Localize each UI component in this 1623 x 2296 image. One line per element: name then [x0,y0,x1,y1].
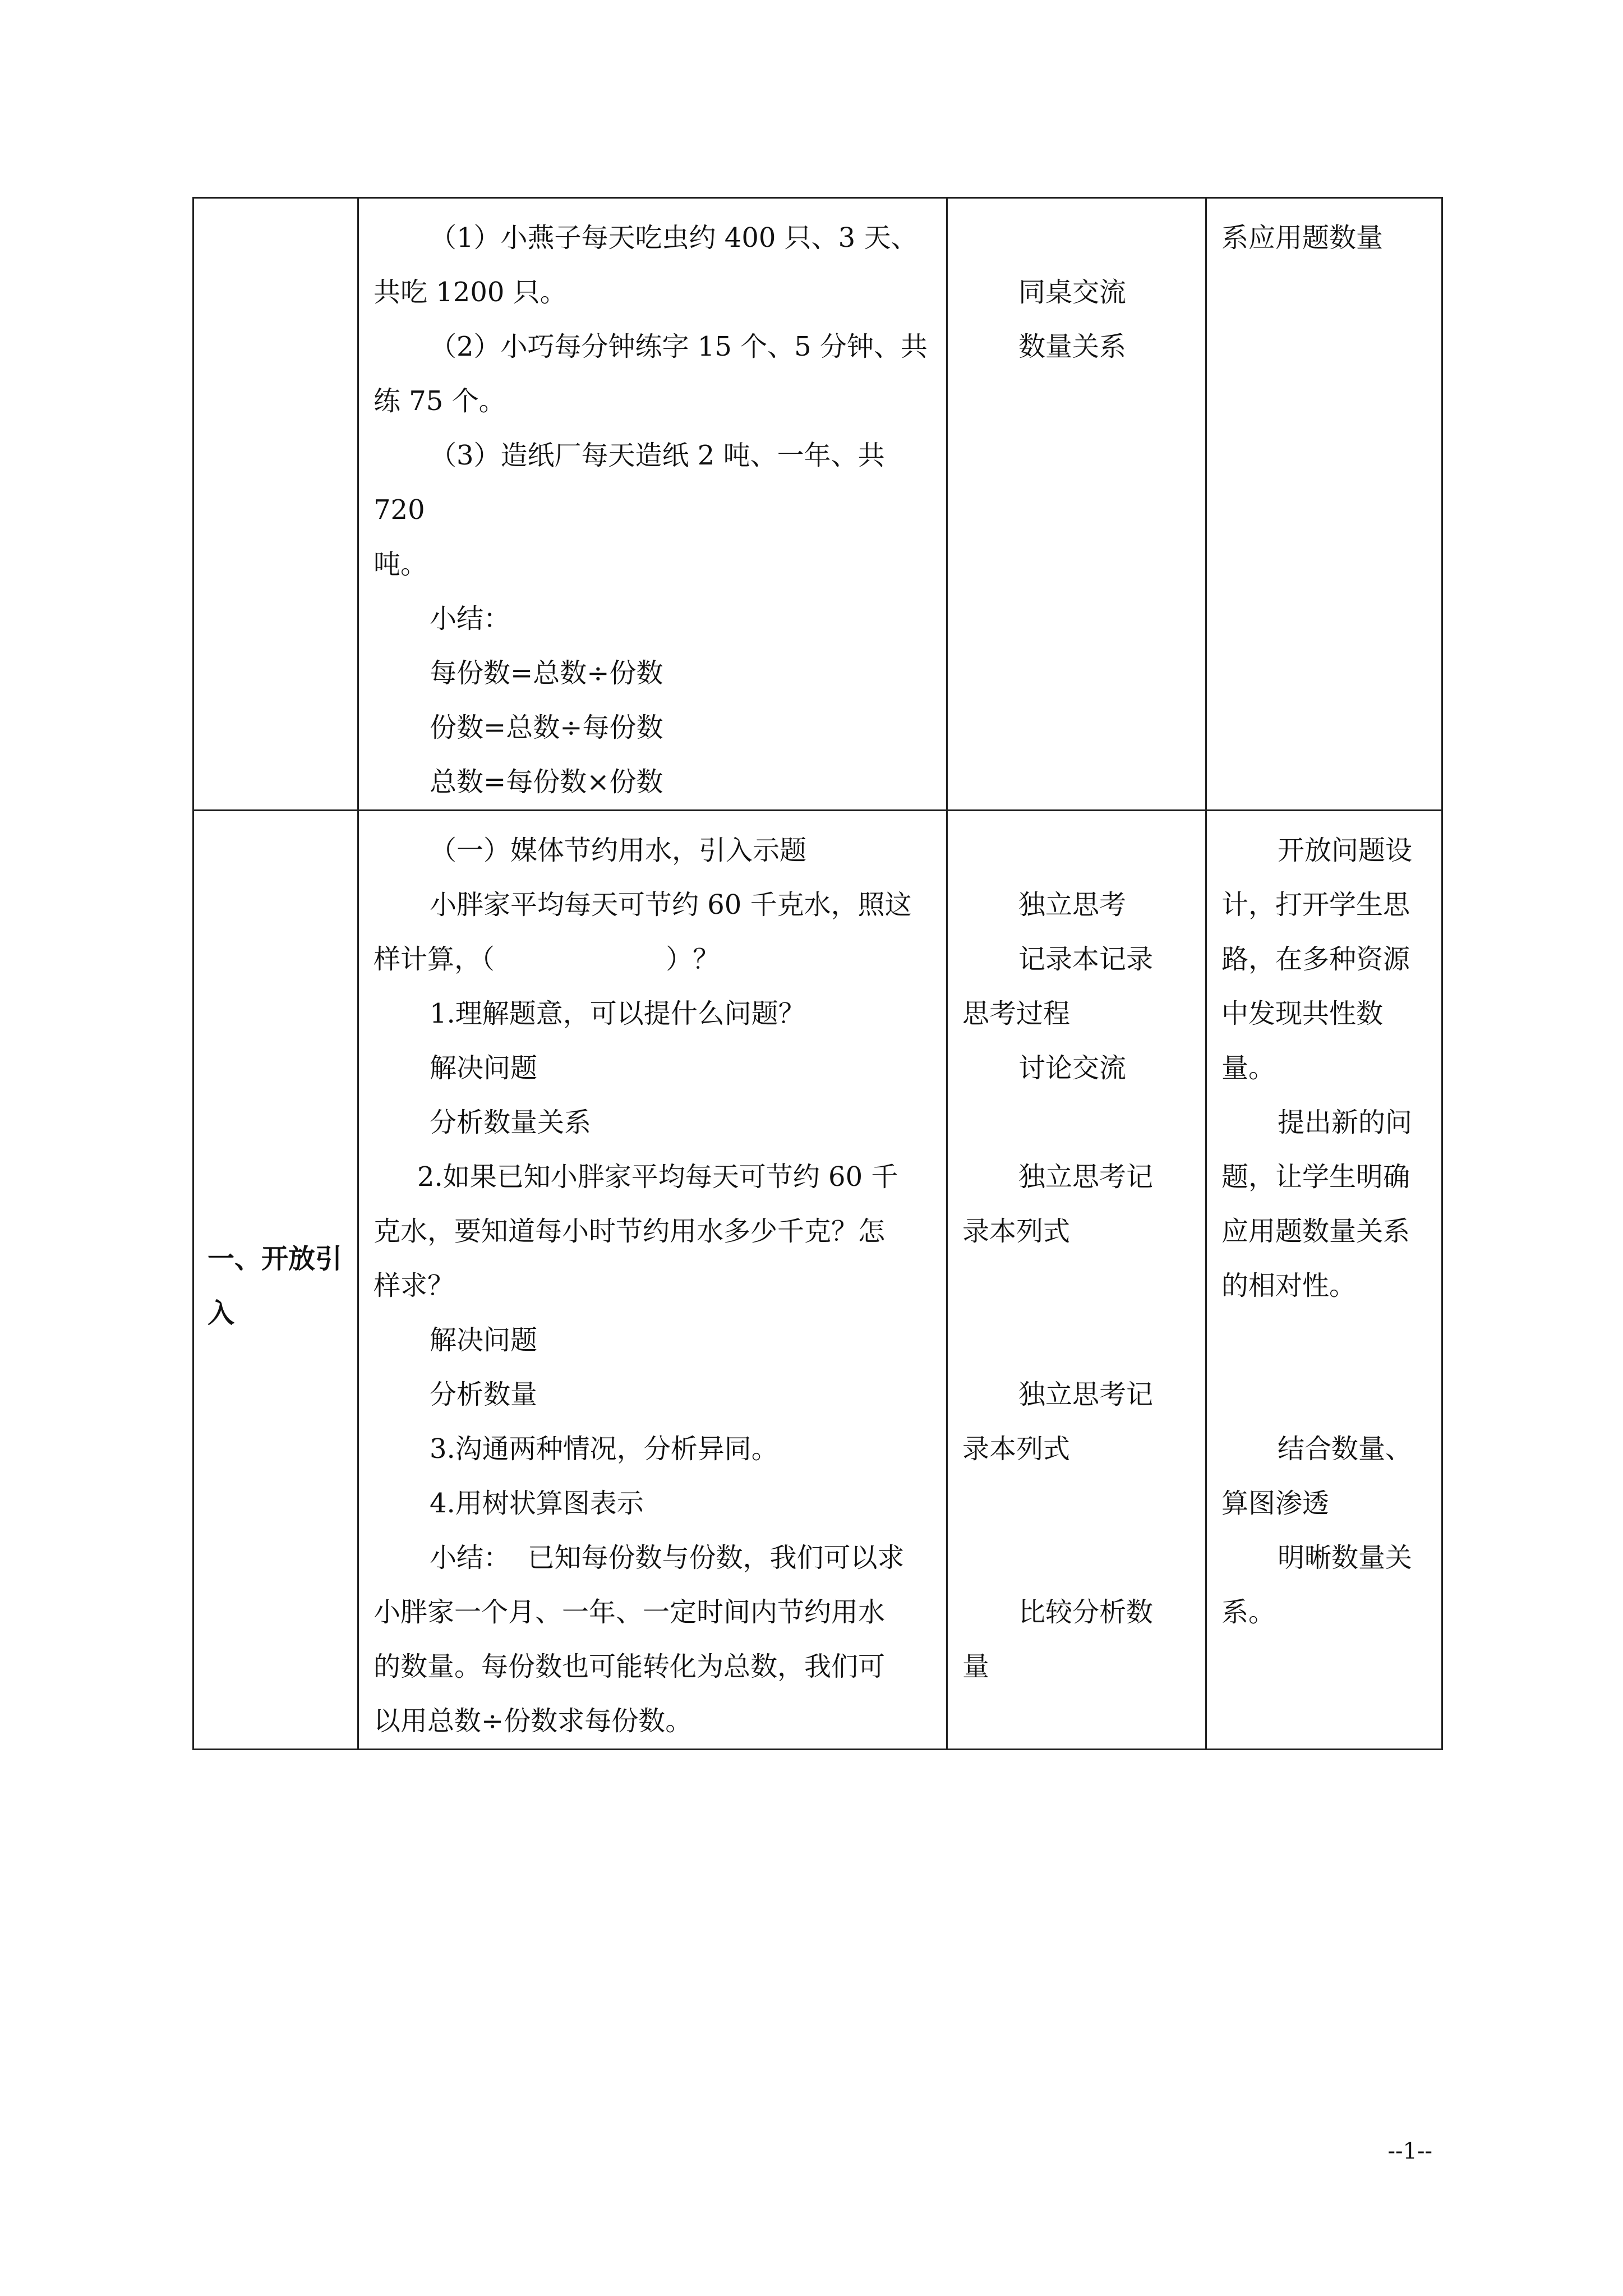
design-line: 系。 [1221,1596,1276,1628]
content-line: 3.沟通两种情况，分析异同。 [430,1433,778,1465]
design-intent-cell [1206,198,1442,811]
content-line: 吨。 [374,549,428,580]
activity-line: 同桌交流 [1018,277,1127,308]
design-line: 算图渗透 [1221,1488,1330,1519]
content-line: 小结： 已知每份数与份数，我们可以求 [430,1542,905,1573]
activity-line: 比较分析数 [1018,1596,1154,1628]
activity-line: 独立思考记 [1018,1161,1154,1193]
content-line: 小胖家一个月、一年、一定时间内节约用水 [374,1596,886,1628]
design-line: 路，在多种资源 [1221,944,1410,975]
content-line: （3）造纸厂每天造纸 2 吨、一年、共 720 [374,440,885,526]
student-activity-cell [947,811,1206,1750]
lesson-plan-table [192,197,1443,1750]
design-line: 题，让学生明确 [1221,1161,1410,1193]
design-line: 提出新的问 [1278,1107,1413,1138]
page-number: --1-- [1387,2138,1432,2164]
content-line: 的数量。每份数也可能转化为总数，我们可 [374,1651,886,1682]
design-line: 结合数量、 [1278,1433,1413,1465]
content-line: 样计算，（ ）？ [374,944,720,975]
design-line: 系应用题数量 [1221,222,1384,254]
design-line: 开放问题设 [1278,835,1413,866]
stage-cell: 一、开放引入 [193,811,358,1750]
content-line: 分析数量 [430,1379,538,1410]
teaching-content-cell [358,811,947,1750]
activity-line: 讨论交流 [1018,1052,1127,1084]
table-row [193,198,1442,811]
content-line: 份数=总数÷每份数 [430,712,663,743]
content-line: 分析数量关系 [430,1107,592,1138]
activity-line: 独立思考 [1018,889,1127,921]
content-line: 2.如果已知小胖家平均每天可节约 60 千 [417,1161,898,1193]
activity-line: 思考过程 [962,998,1071,1029]
content-line: （一）媒体节约用水，引入示题 [430,835,807,866]
content-line: （1）小燕子每天吃虫约 400 只、3 天、 [430,222,918,254]
content-line: 小结： [430,603,511,634]
content-line: 共吃 1200 只。 [374,277,567,308]
design-line: 应用题数量关系 [1221,1216,1410,1247]
content-line: 克水，要知道每小时节约用水多少千克？怎 [374,1216,886,1247]
content-line: 总数=每份数×份数 [430,766,663,798]
content-line: 每份数=总数÷份数 [430,657,663,689]
design-intent-cell [1206,811,1442,1750]
content-line: 解决问题 [430,1052,538,1084]
activity-line: 录本列式 [962,1216,1071,1247]
content-line: 练 75 个。 [374,385,506,417]
activity-line: 录本列式 [962,1433,1071,1465]
design-line: 计，打开学生思 [1221,889,1410,921]
activity-line: 记录本记录 [1018,944,1154,975]
content-line: 样求？ [374,1270,455,1301]
student-activity-cell [947,198,1206,811]
design-line: 明晰数量关 [1278,1542,1413,1573]
design-line: 中发现共性数量。 [1221,998,1384,1084]
design-line: 的相对性。 [1221,1270,1357,1301]
teaching-content-cell [358,198,947,811]
activity-line: 独立思考记 [1018,1379,1154,1410]
content-line: 解决问题 [430,1324,538,1356]
table-row [193,811,1442,1750]
content-line: 1.理解题意，可以提什么问题？ [430,998,805,1029]
content-line: 小胖家平均每天可节约 60 千克水，照这 [430,889,912,921]
content-line: 4.用树状算图表示 [430,1488,644,1519]
activity-line: 量 [962,1651,990,1682]
content-line: 以用总数÷份数求每份数。 [374,1705,693,1737]
content-line: （2）小巧每分钟练字 15 个、5 分钟、共 [430,331,928,362]
stage-cell [193,198,358,811]
activity-line: 数量关系 [1018,331,1127,362]
